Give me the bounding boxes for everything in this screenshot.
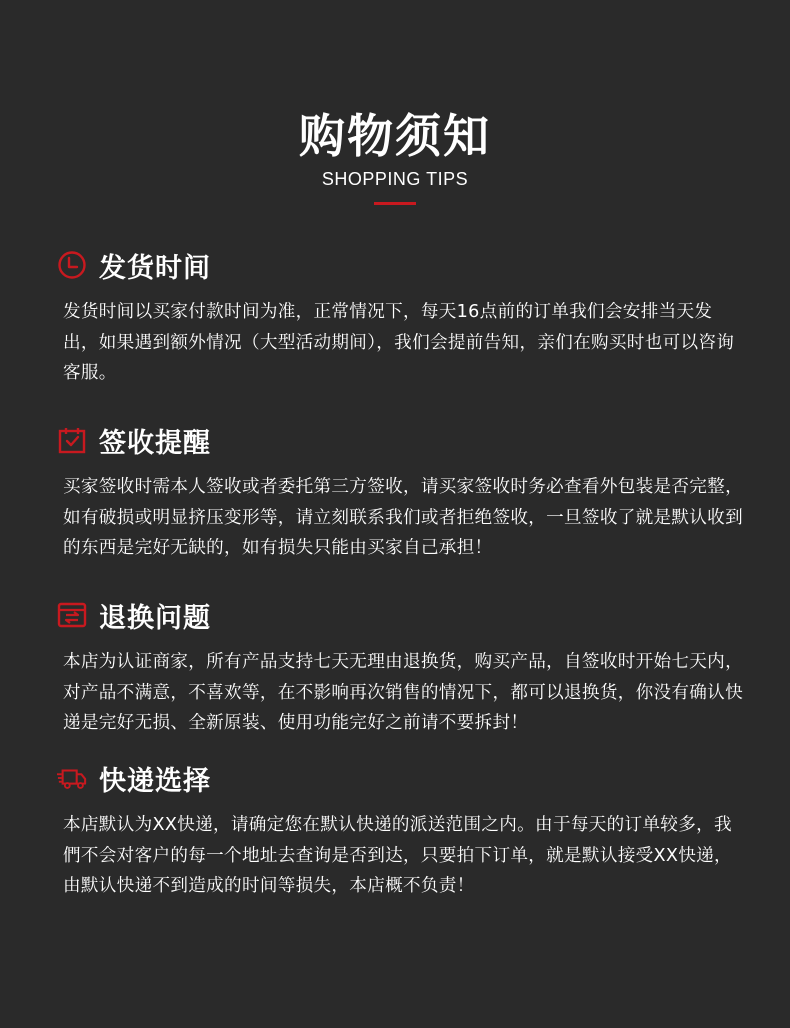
section-returns bbox=[57, 595, 747, 739]
page-header bbox=[0, 108, 790, 205]
section-header bbox=[57, 245, 747, 285]
section-title: 快递选择 bbox=[99, 765, 211, 797]
section-header bbox=[57, 420, 747, 460]
section-body: 发货时间以买家付款时间为准，正常情况下，每天16点前的订单我们会安排当天发出，如果遇到额外情况（大型活动期间），我们会提前告知，亲们在购买时也可以咨询客服。 bbox=[63, 302, 735, 383]
calendar-check-icon bbox=[57, 425, 87, 455]
return-box-icon bbox=[57, 600, 87, 630]
page-subtitle: SHOPPING TIPS bbox=[321, 169, 469, 189]
section-title: 签收提醒 bbox=[99, 427, 211, 459]
section-header bbox=[57, 595, 747, 635]
section-courier-choice bbox=[57, 758, 747, 902]
section-shipping-time bbox=[57, 245, 747, 389]
section-title: 发货时间 bbox=[99, 252, 211, 284]
section-body: 本店为认证商家，所有产品支持七天无理由退换货，购买产品，自签收时开始七天内，对产品不满意，不喜欢等，在不影响再次销售的情况下，都可以退换货，你没有确认快递是完好无损、全新原装、使用功能完好之前请不要拆封！ bbox=[63, 652, 743, 733]
title-underline bbox=[374, 202, 416, 205]
page-title: 购物须知 bbox=[299, 109, 491, 163]
clock-icon bbox=[57, 250, 87, 280]
section-title: 退换问题 bbox=[99, 602, 211, 634]
section-header bbox=[57, 758, 747, 798]
section-body: 本店默认为XX快递，请确定您在默认快递的派送范围之内。由于每天的订单较多，我們不会对客户的每一个地址去查询是否到达，只要拍下订单，就是默认接受XX快递，由默认快递不到造成的时间等损失，本店概不负责！ bbox=[63, 815, 732, 896]
delivery-truck-icon bbox=[57, 763, 87, 793]
section-body: 买家签收时需本人签收或者委托第三方签收，请买家签收时务必查看外包装是否完整，如有破损或明显挤压变形等，请立刻联系我们或者拒绝签收，一旦签收了就是默认收到的东西是完好无缺的，如有损失只能由买家自己承担！ bbox=[63, 477, 743, 558]
section-receipt-reminder bbox=[57, 420, 747, 564]
